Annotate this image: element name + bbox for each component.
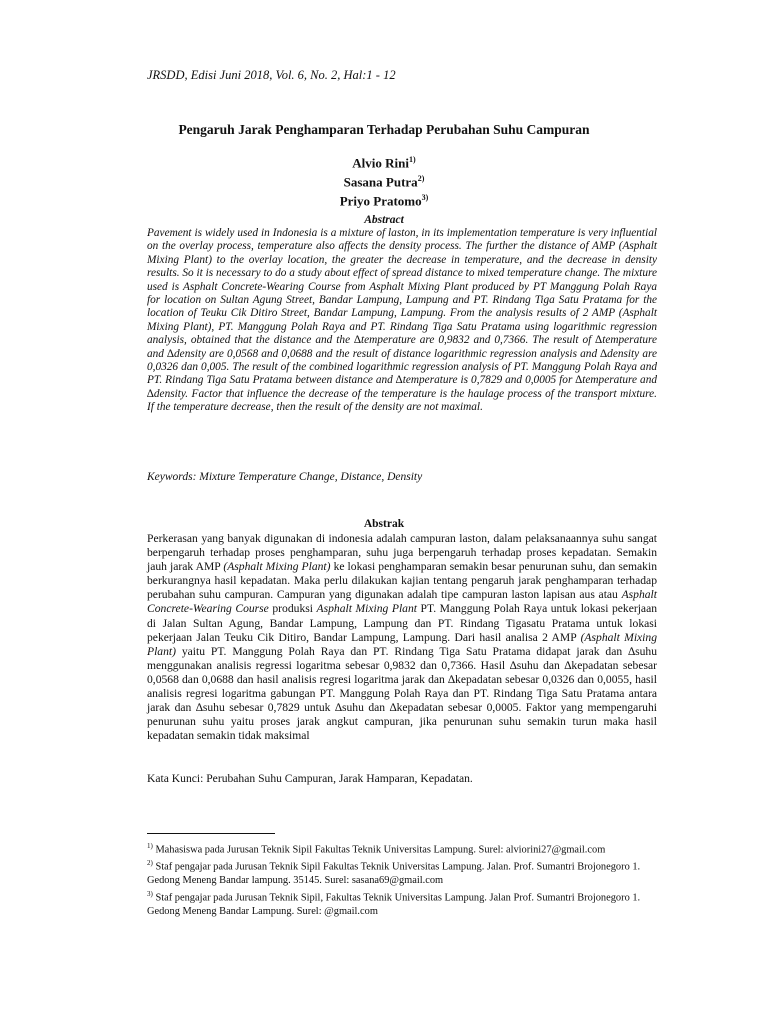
author-name: Alvio Rini xyxy=(352,155,410,171)
footnote-divider xyxy=(147,833,275,834)
author-mark: 2) xyxy=(417,173,425,183)
abstrak-segment: Perkerasan yang banyak digunakan di indonesia adalah campuran laston, dalam pelaksanaannya suhu sangat berpengaruh terhadap proses penghamparan, suhu juga berpengaruh terhadap proses kepadatan. Semakin jauh jarak AMP xyxy=(147,532,657,574)
keywords: Keywords: Mixture Temperature Change, Distance, Density xyxy=(147,471,423,483)
abstract-text: Pavement is widely used in Indonesia is a mixture of laston, in its implementation temperature is very influential on the overlay process, temperature also affects the density process. The further the distance of AMP (Asphalt Mixing Plant) to the overlay location, the greater the decrease in temperature, and the decrease in density results. So it is necessary to do a study about effect of spread distance to mixed temperature change. The mixture used is Asphalt Concrete-Wearing Course from Asphalt Mixing Plant produced by PT Manggung Polah Raya for location on Sultan Agung Street, Bandar Lampung, Lampung and PT. Rindang Tiga Satu Pratama for the location of Teuku Cik Ditiro Street, Bandar Lampung, Lampung. From the analysis results of 2 AMP (Asphalt Mixing Plant), PT. Manggung Polah Raya and PT. Rindang Tiga Satu Pratama using logarithmic regression analysis, obtained that the distance and the ∆temperature are 0,9832 and 0,7366. The result of ∆temperature and ∆density are 0,0568 and 0,0688 and the result of distance logarithmic regression analysis and ∆density are 0,0326 dan 0,005. The result of the combined logarithmic regression analysis of PT. Manggung Polah Raya and PT. Rindang Tiga Satu Pratama between distance and ∆temperature is 0,7829 and 0,0005 for ∆temperature and ∆density. Factor that influence the decrease of the temperature is the haulage process of the transport mixture. If the temperature decrease, then the result of the density are not maximal. xyxy=(147,227,657,414)
author-3 xyxy=(0,190,768,209)
abstrak-italic: Asphalt Mixing Plant xyxy=(316,602,417,616)
footnote-text: Mahasiswa pada Jurusan Teknik Sipil Fakultas Teknik Universitas Lampung. Surel: alviorini27@gmail.com xyxy=(152,844,606,856)
author-name: Priyo Pratomo xyxy=(339,192,422,208)
abstrak-italic: (Asphalt Mixing Plant) xyxy=(147,630,658,658)
footnote-mark: 2) xyxy=(147,859,153,868)
abstrak-segment: yaitu PT. Manggung Polah Raya dan PT. Rindang Tiga Satu Pratama didapat jarak dan ∆suhu menggunakan analisis regressi logaritma sebesar 0,9832 dan 0,7366. Hasil ∆suhu dan ∆kepadatan sebesar 0,0568 dan 0,0688 dan hasil analisis regresi logaritma jarak dan ∆kepadatan sebesar 0,0326 dan 0,0055, hasil analisis regresi logaritma gabungan PT. Manggung Polah Raya dan PT. Rindang Tiga Satu Pratama antara jarak dan ∆suhu sebesar 0,7829 untuk ∆suhu dan ∆kepadatan sebesar 0,0005. Faktor yang mempengaruhi penurunan suhu yaitu proses jarak angkut campuran, jika penurunan suhu semakin turun maka hasil kepadatan semakin tidak maksimal xyxy=(147,644,657,743)
author-name: Sasana Putra xyxy=(343,174,418,190)
footnote-text: Staf pengajar pada Jurusan Teknik Sipil Fakultas Teknik Universitas Lampung. Jalan. Prof. Sumantri Brojonegoro 1. Gedong Meneng Bandar lampung. 35145. Surel: sasana69@gmail.com xyxy=(147,861,641,887)
footnote-text: Staf pengajar pada Jurusan Teknik Sipil, Fakultas Teknik Universitas Lampung. Jalan Prof. Sumantri Brojonegoro 1. Gedong Meneng Bandar Lampung. Surel: @gmail.com xyxy=(147,892,641,917)
abstract-heading: Abstract xyxy=(364,214,404,226)
abstrak-heading: Abstrak xyxy=(363,518,405,530)
abstrak-italic: (Asphalt Mixing Plant) xyxy=(223,560,331,574)
abstrak-segment: PT. Manggung Polah Raya untuk lokasi pekerjaan di Jalan Sultan Agung, Bandar Lampung, Lampung dan PT. Rindang Tigasatu Pratama untuk lokasi pekerjaan Jalan Teuku Cik Ditiro, Bandar Lampung, Lampung. Dari hasil analisa 2 AMP xyxy=(147,602,658,644)
author-1 xyxy=(0,152,768,171)
author-list xyxy=(0,152,768,208)
author-mark: 3) xyxy=(421,192,429,202)
author-2 xyxy=(0,171,768,190)
author-mark: 1) xyxy=(409,155,416,164)
abstrak-text xyxy=(147,532,657,743)
abstrak-segment: produksi xyxy=(268,602,317,616)
footnote-mark: 3) xyxy=(147,889,153,898)
footnote-3 xyxy=(147,888,647,919)
kata-kunci: Kata Kunci: Perubahan Suhu Campuran, Jarak Hamparan, Kepadatan. xyxy=(147,772,473,785)
journal-header: JRSDD, Edisi Juni 2018, Vol. 6, No. 2, Hal:1 - 12 xyxy=(147,68,396,82)
abstrak-segment: ke lokasi penghamparan semakin besar penurunan suhu, dan semakin berkurangnya hasil kepadatan. Maka perlu dilakukan kajian tentang pengaruh jarak penghamparan terhadap perubahan suhu campuran. Campuran yang digunakan adalah tipe campuran laston lapisan aus atau xyxy=(147,560,658,602)
footnote-2 xyxy=(147,857,647,888)
footnote-1 xyxy=(147,840,647,857)
paper-title: Pengaruh Jarak Penghamparan Terhadap Perubahan Suhu Campuran xyxy=(178,122,590,137)
footnotes xyxy=(147,840,647,918)
footnote-mark: 1) xyxy=(147,842,153,850)
abstrak-italic: Asphalt Concrete-Wearing Course xyxy=(147,588,657,616)
